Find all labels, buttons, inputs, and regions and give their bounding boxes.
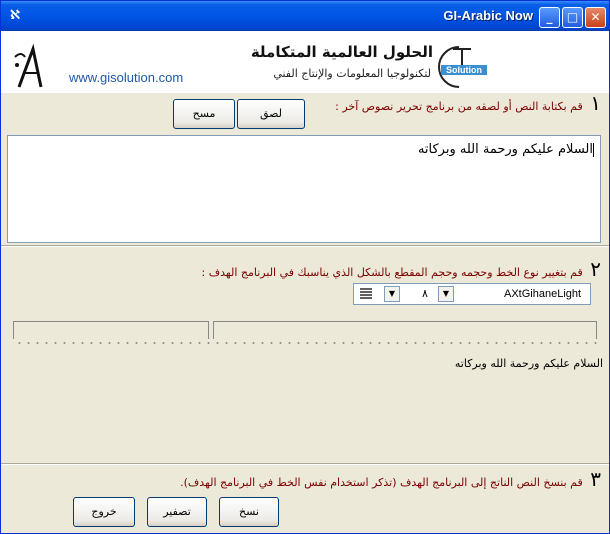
font-size-value[interactable]: ٨ bbox=[422, 287, 428, 300]
segment-ruler-left[interactable] bbox=[13, 321, 209, 339]
align-justify-icon[interactable] bbox=[359, 288, 373, 300]
copy-button[interactable]: نسخ bbox=[219, 497, 279, 527]
close-button[interactable]: ✕ bbox=[585, 7, 606, 28]
section-divider bbox=[1, 245, 609, 247]
logo-solution-text: Solution bbox=[446, 65, 482, 75]
reset-button[interactable]: تصفير bbox=[147, 497, 207, 527]
font-toolbar bbox=[353, 283, 591, 305]
company-title: الحلول العالمية المتكاملة bbox=[250, 43, 433, 61]
paste-button[interactable]: لصق bbox=[237, 99, 305, 129]
font-name-value[interactable]: AXtGihaneLight bbox=[504, 288, 582, 300]
output-preview-text: السلام عليكم ورحمة الله وبركاته bbox=[454, 357, 603, 370]
gt-solution-logo-icon bbox=[437, 43, 491, 91]
text-caret bbox=[593, 143, 594, 157]
website-url[interactable]: www.gisolution.com bbox=[69, 70, 184, 85]
source-text-input[interactable] bbox=[7, 135, 601, 243]
clear-button[interactable]: مسح bbox=[173, 99, 235, 129]
step3-instruction bbox=[180, 467, 601, 491]
minimize-button[interactable]: _ bbox=[539, 7, 560, 28]
size-dropdown-button[interactable]: ▼ bbox=[384, 286, 400, 302]
title-bar[interactable] bbox=[1, 1, 609, 31]
step1-instruction bbox=[335, 91, 601, 115]
gi-app-icon[interactable]: ℵ bbox=[9, 8, 21, 23]
exit-button[interactable]: خروج bbox=[73, 497, 135, 527]
step3-text: قم بنسخ النص الناتج إلى البرنامج الهدف (تذكر استخدام نفس الخط في البرنامج الهدف). bbox=[180, 476, 583, 489]
arabic-a-logo-icon bbox=[11, 43, 51, 91]
segment-ruler-right[interactable] bbox=[213, 321, 597, 339]
step2-number: ٢ bbox=[590, 257, 601, 281]
step1-text: قم بكتابة النص أو لصقه من برنامج تحرير نصوص آخر : bbox=[335, 100, 583, 113]
font-dropdown-button[interactable]: ▼ bbox=[438, 286, 454, 302]
ruler-dots bbox=[15, 341, 599, 345]
section-divider-2 bbox=[1, 463, 609, 465]
company-subtitle: لتكنولوجيا المعلومات والإنتاج الفني bbox=[273, 67, 431, 80]
window-title: GI-Arabic Now bbox=[443, 8, 533, 23]
step2-instruction bbox=[202, 257, 601, 281]
source-text: السلام عليكم ورحمة الله وبركاته bbox=[417, 142, 593, 157]
step1-number: ١ bbox=[590, 91, 601, 115]
step3-number: ٣ bbox=[590, 467, 601, 491]
maximize-button[interactable]: □ bbox=[562, 7, 583, 28]
step2-text: قم بتغيير نوع الخط وحجمه وحجم المقطع بالشكل الذي يناسبك في البرنامج الهدف : bbox=[201, 266, 583, 279]
